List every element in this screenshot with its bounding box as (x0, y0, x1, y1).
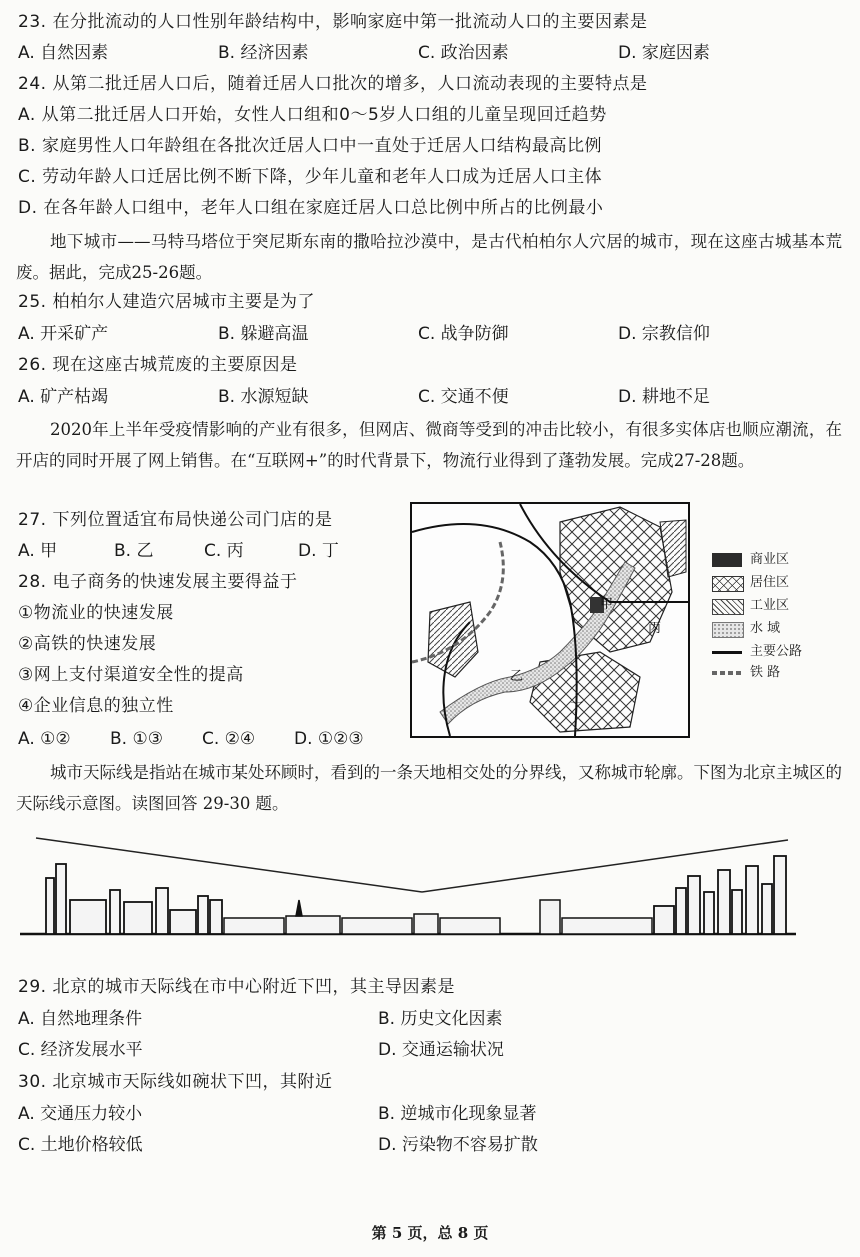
q26-option-c: C. 交通不便 (418, 387, 509, 407)
q29-option-c: C. 经济发展水平 (18, 1040, 143, 1060)
center-low-buildings (224, 900, 652, 934)
skyline-diagram (18, 828, 798, 944)
q25-option-d: D. 宗教信仰 (618, 324, 710, 344)
q29-options-row2 (18, 1037, 818, 1063)
site-label-yi: 乙 (510, 669, 524, 684)
q24-stem: 24. 从第二批迁居人口后，随着迁居人口批次的增多，人口流动表现的主要特点是 (18, 74, 648, 94)
q23-option-a: A. 自然因素 (18, 43, 109, 63)
q26-option-a: A. 矿产枯竭 (18, 387, 109, 407)
q24-option-d: D. 在各年龄人口组中，老年人口组在家庭迁居人口总比例中所占的比例最小 (18, 198, 604, 218)
q28-option-b: B. ①③ (110, 729, 163, 749)
q28-option-d: D. ①②③ (294, 729, 364, 749)
q26-option-d: D. 耕地不足 (618, 387, 710, 407)
legend-swatch (712, 622, 744, 638)
q30-option-b: B. 逆城市化现象显著 (378, 1104, 537, 1124)
q28-option-a: A. ①② (18, 729, 71, 749)
intro-27-28: 2020年上半年受疫情影响的产业有很多，但网店、微商等受到的冲击比较小，有很多实体店也顺应潮流，在开店的同时开展了网上销售。在“互联网+”的时代背景下，物流行业得到了蓬勃发展。完成27-28题。 (16, 420, 842, 470)
q23-stem: 23. 在分批流动的人口性别年龄结构中，影响家庭中第一批流动人口的主要因素是 (18, 12, 648, 32)
q24-option-b: B. 家庭男性人口年龄组在各批次迁居人口中一直处于迁居人口结构最高比例 (18, 136, 602, 156)
q29-stem: 29. 北京的城市天际线在市中心附近下凹，其主导因素是 (18, 977, 455, 997)
q29-option-d: D. 交通运输状况 (378, 1040, 504, 1060)
q27-stem: 27. 下列位置适宜布局快递公司门店的是 (18, 510, 333, 530)
q29-option-b: B. 历史文化因素 (378, 1009, 503, 1029)
legend-swatch (712, 553, 742, 567)
q28-statement-1: ①物流业的快速发展 (18, 603, 174, 623)
q25-option-c: C. 战争防御 (418, 324, 509, 344)
q30-options-row2 (18, 1132, 818, 1158)
q23-option-d: D. 家庭因素 (618, 43, 710, 63)
q27-option-c: C. 丙 (204, 541, 244, 561)
q29-option-a: A. 自然地理条件 (18, 1009, 143, 1029)
q27-option-b: B. 乙 (114, 541, 154, 561)
q25-options (18, 321, 818, 347)
legend-swatch (712, 671, 742, 675)
q27-option-a: A. 甲 (18, 541, 58, 561)
q26-option-b: B. 水源短缺 (218, 387, 309, 407)
q30-option-c: C. 土地价格较低 (18, 1135, 143, 1155)
site-label-ding: 丁 (570, 701, 584, 716)
legend-label: 工业区 (750, 598, 790, 613)
site-label-bing: 丙 (648, 621, 662, 636)
q25-option-a: A. 开采矿产 (18, 324, 109, 344)
left-towers (46, 864, 222, 934)
legend-label: 商业区 (750, 552, 790, 567)
q28-options (18, 726, 398, 752)
legend-swatch (712, 599, 744, 615)
q30-stem: 30. 北京城市天际线如碗状下凹，其附近 (18, 1072, 333, 1092)
intro-29-30: 城市天际线是指站在城市某处环顾时，看到的一条天地相交处的分界线，又称城市轮廓。下图为北京主城区的天际线示意图。读图回答 29-30 题。 (16, 763, 842, 813)
q30-option-a: A. 交通压力较小 (18, 1104, 143, 1124)
legend-swatch (712, 576, 744, 592)
legend-label: 居住区 (750, 575, 790, 590)
q27-option-d: D. 丁 (298, 541, 339, 561)
q29-options-row1 (18, 1006, 818, 1032)
site-label-jia: 甲 (600, 597, 614, 612)
intro-25-26: 地下城市——马特马塔位于突尼斯东南的撒哈拉沙漠中，是古代柏柏尔人穴居的城市，现在这座古城基本荒废。据此，完成25-26题。 (16, 232, 842, 282)
skyline-curve-left (36, 838, 422, 892)
legend-label: 水 域 (750, 621, 781, 636)
q30-option-d: D. 污染物不容易扩散 (378, 1135, 538, 1155)
q25-option-b: B. 躲避高温 (218, 324, 309, 344)
q28-statement-4: ④企业信息的独立性 (18, 696, 174, 716)
legend-swatch (712, 651, 742, 654)
right-towers (654, 856, 786, 934)
q23-option-c: C. 政治因素 (418, 43, 509, 63)
skyline-curve-right (422, 840, 788, 892)
legend-label: 铁 路 (750, 665, 781, 680)
q30-options-row1 (18, 1101, 818, 1127)
q28-statement-3: ③网上支付渠道安全性的提高 (18, 665, 244, 685)
legend-label: 主要公路 (750, 644, 803, 659)
q28-option-c: C. ②④ (202, 729, 256, 749)
q25-stem: 25. 柏柏尔人建造穴居城市主要是为了 (18, 292, 315, 312)
q27-options (18, 538, 398, 564)
city-map (410, 502, 690, 738)
q23-option-b: B. 经济因素 (218, 43, 309, 63)
q23-options (18, 40, 818, 66)
q24-option-c: C. 劳动年龄人口迁居比例不断下降，少年儿童和老年人口成为迁居人口主体 (18, 167, 603, 187)
q28-stem: 28. 电子商务的快速发展主要得益于 (18, 572, 298, 592)
q26-stem: 26. 现在这座古城荒废的主要原因是 (18, 355, 298, 375)
q28-statement-2: ②高铁的快速发展 (18, 634, 157, 654)
q24-option-a: A. 从第二批迁居人口开始，女性人口组和0～5岁人口组的儿童呈现回迁趋势 (18, 105, 607, 125)
q26-options (18, 384, 818, 410)
page-footer: 第 5 页，总 8 页 (371, 1224, 489, 1242)
